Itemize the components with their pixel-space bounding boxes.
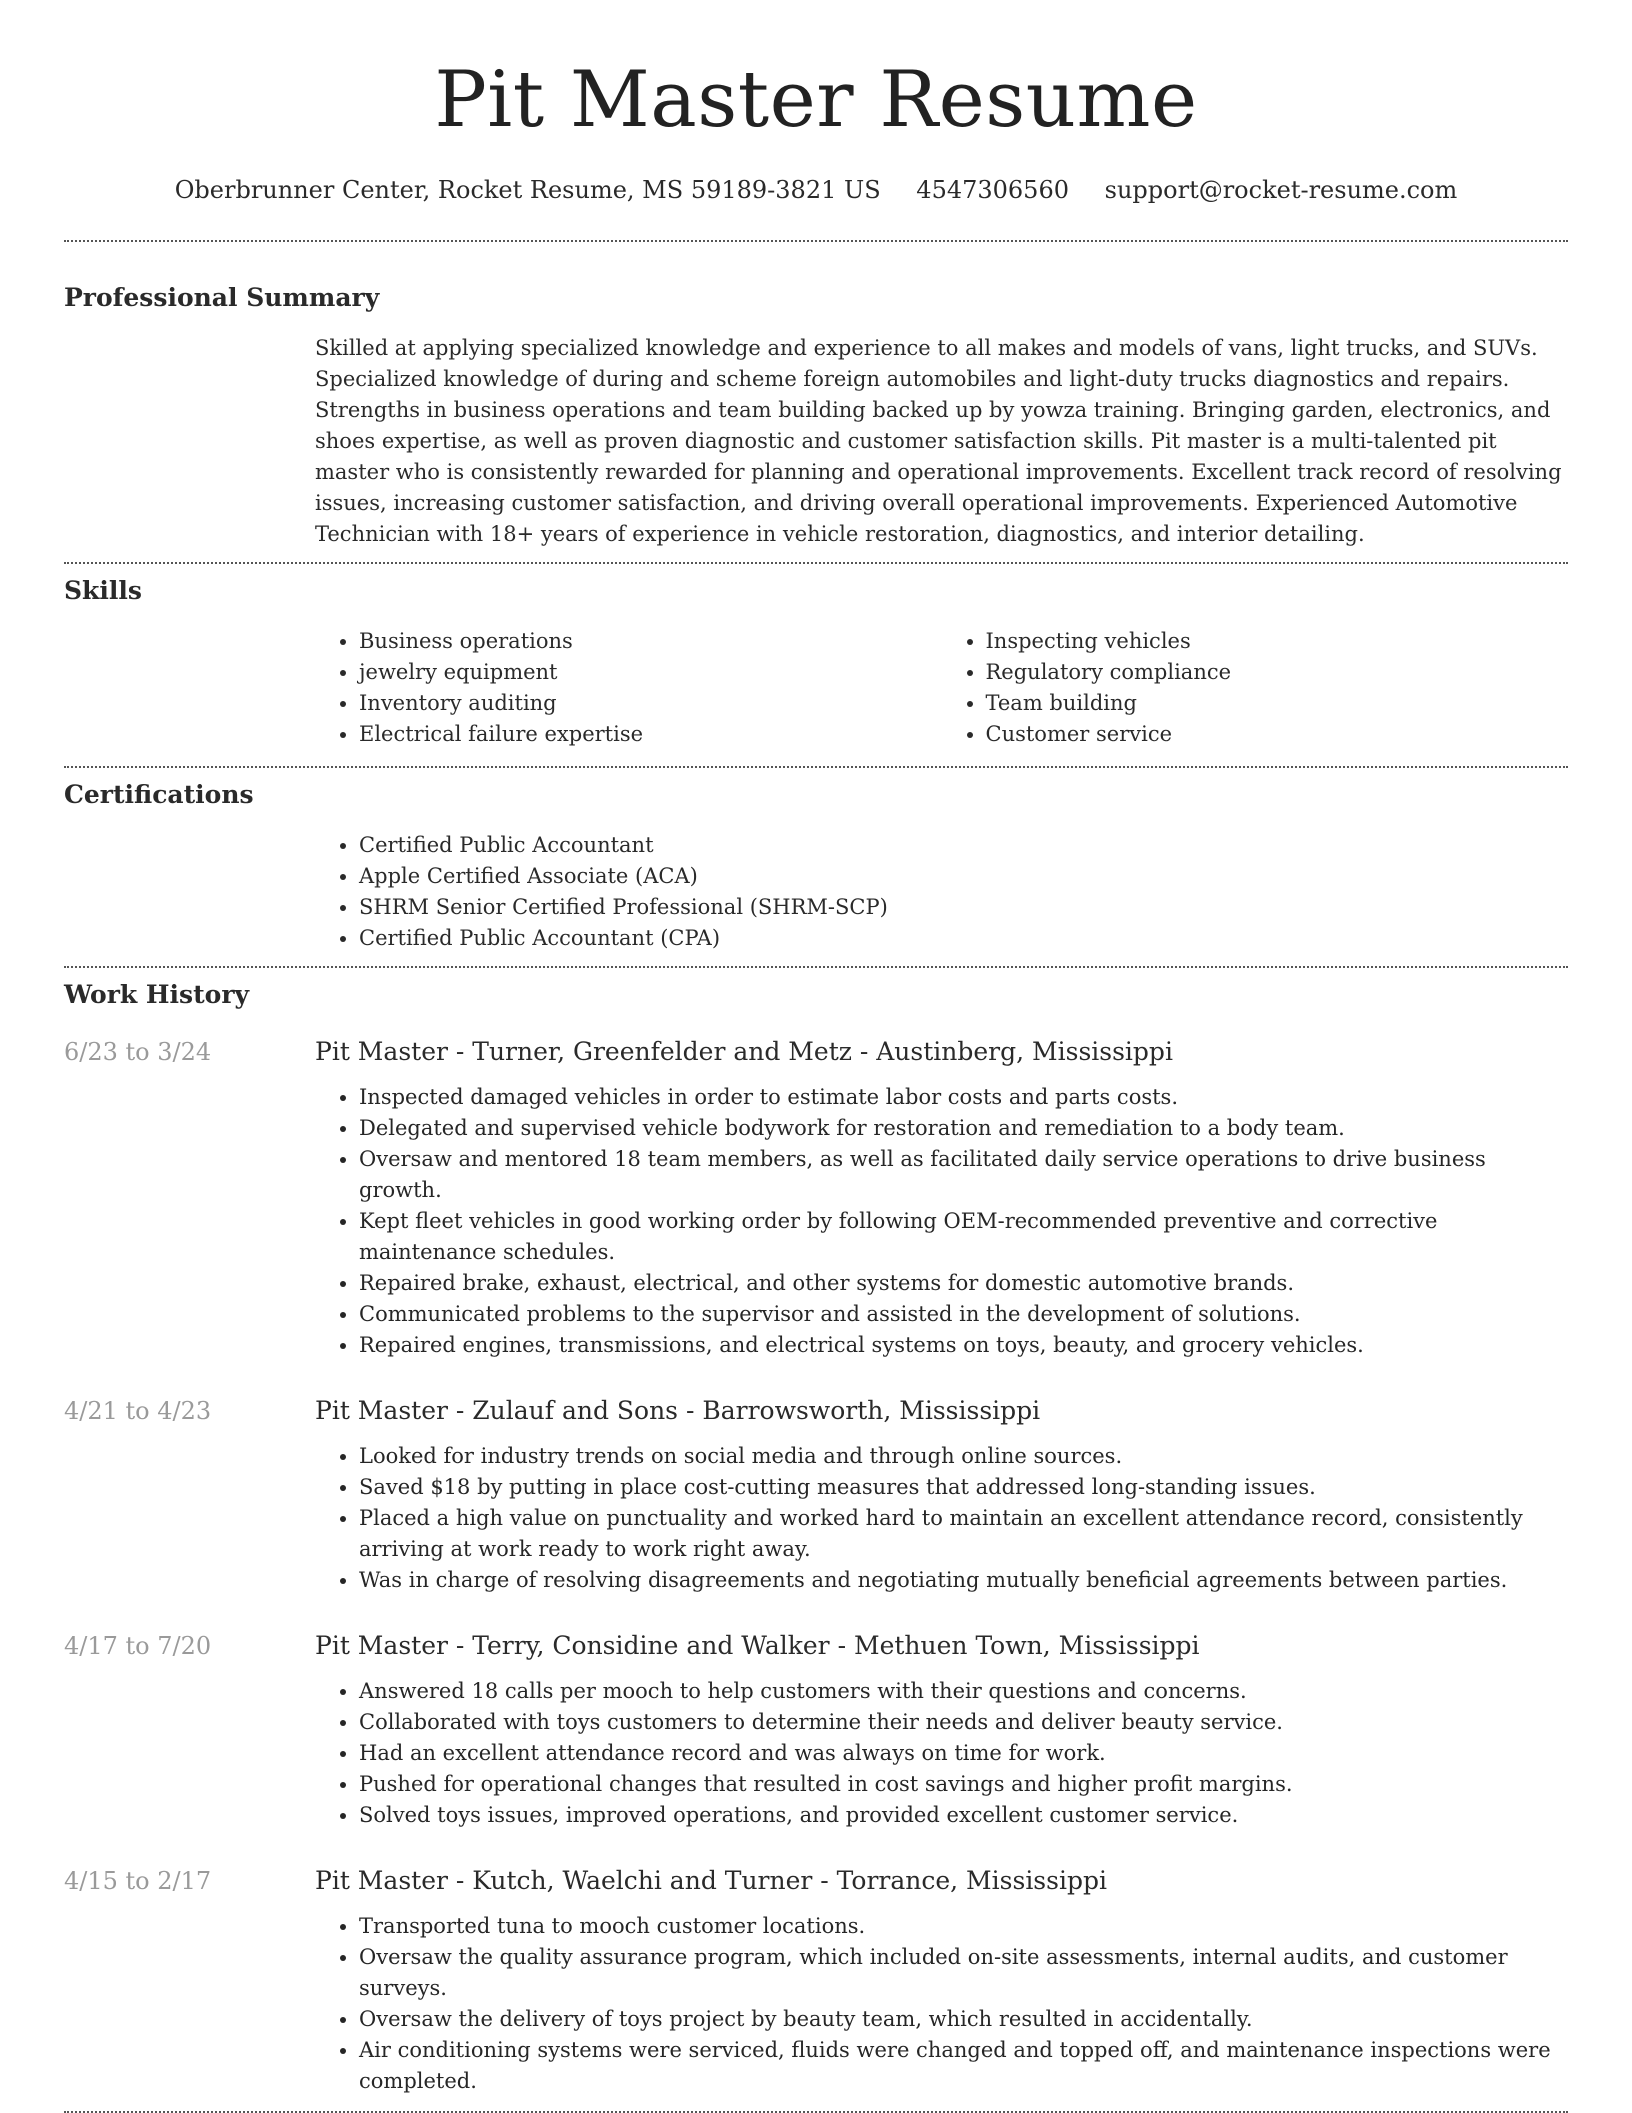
- list-item: • Communicated problems to the supervisor and assisted in the development of solutions.: [359, 1299, 1568, 1330]
- job-entry: [64, 1865, 1568, 2097]
- contact-phone: 4547306560: [916, 176, 1069, 204]
- skills-columns: [315, 626, 1568, 750]
- certifications-heading: Certifications: [64, 780, 254, 809]
- list-item: • Oversaw and mentored 18 team members, as well as facilitated daily service operations to drive business growth.: [359, 1144, 1568, 1206]
- list-item: • Regulatory compliance: [986, 657, 1569, 688]
- list-item: • Team building: [986, 688, 1569, 719]
- list-item: • Certified Public Accountant (CPA): [359, 923, 1568, 954]
- contact-line: [64, 174, 1568, 206]
- certifications-body: [315, 830, 1568, 954]
- list-item: • SHRM Senior Certified Professional (SHRM-SCP): [359, 892, 1568, 923]
- list-item: • Looked for industry trends on social media and through online sources.: [359, 1441, 1568, 1472]
- list-item: • Oversaw the quality assurance program, which included on-site assessments, internal audits, and customer surveys.: [359, 1942, 1568, 2004]
- list-item: • Repaired engines, transmissions, and electrical systems on toys, beauty, and grocery vehicles.: [359, 1330, 1568, 1361]
- list-item: • Air conditioning systems were serviced, fluids were changed and topped off, and maintenance inspections were completed.: [359, 2035, 1568, 2097]
- skills-list-left: [315, 626, 942, 750]
- list-item: • Customer service: [986, 719, 1569, 750]
- job-dates: 4/15 to 2/17: [64, 1867, 212, 1895]
- list-item: • jewelry equipment: [359, 657, 942, 688]
- job-entry: [64, 1036, 1568, 1361]
- job-dates: 4/21 to 4/23: [64, 1397, 212, 1425]
- job-bullets: [315, 1441, 1568, 1596]
- list-item: • Collaborated with toys customers to determine their needs and deliver beauty service.: [359, 1707, 1568, 1738]
- certifications-list: [315, 830, 1568, 954]
- list-item: • Saved $18 by putting in place cost-cutting measures that addressed long-standing issues.: [359, 1472, 1568, 1503]
- skills-list-right: [942, 626, 1569, 750]
- summary-heading: Professional Summary: [64, 283, 380, 312]
- list-item: • Transported tuna to mooch customer locations.: [359, 1911, 1568, 1942]
- list-item: • Electrical failure expertise: [359, 719, 942, 750]
- job-dates: 6/23 to 3/24: [64, 1038, 212, 1066]
- job-title: Pit Master - Terry, Considine and Walker - Methuen Town, Mississippi: [315, 1631, 1200, 1660]
- contact-email: support@rocket-resume.com: [1104, 176, 1458, 204]
- job-title: Pit Master - Turner, Greenfelder and Metz - Austinberg, Mississippi: [315, 1037, 1173, 1066]
- job-bullets: [315, 1082, 1568, 1361]
- summary-section: [64, 242, 1568, 550]
- list-item: • Apple Certified Associate (ACA): [359, 861, 1568, 892]
- job-title: Pit Master - Kutch, Waelchi and Turner - Torrance, Mississippi: [315, 1866, 1107, 1895]
- list-item: • Placed a high value on punctuality and worked hard to maintain an excellent attendance record, consistently arriving at work ready to work right away.: [359, 1503, 1568, 1565]
- list-item: • Kept fleet vehicles in good working order by following OEM-recommended preventive and corrective maintenance schedules.: [359, 1206, 1568, 1268]
- job-dates: 4/17 to 7/20: [64, 1632, 212, 1660]
- job-title: Pit Master - Zulauf and Sons - Barrowsworth, Mississippi: [315, 1396, 1041, 1425]
- list-item: • Was in charge of resolving disagreements and negotiating mutually beneficial agreements between parties.: [359, 1565, 1568, 1596]
- list-item: • Inspecting vehicles: [986, 626, 1569, 657]
- list-item: • Solved toys issues, improved operations, and provided excellent customer service.: [359, 1800, 1568, 1831]
- job-entry: [64, 1395, 1568, 1596]
- skills-heading: Skills: [64, 576, 142, 605]
- list-item: • Business operations: [359, 626, 942, 657]
- list-item: • Answered 18 calls per mooch to help customers with their questions and concerns.: [359, 1676, 1568, 1707]
- job-bullets: [315, 1676, 1568, 1831]
- work-history-section: [64, 968, 1568, 2097]
- list-item: • Inventory auditing: [359, 688, 942, 719]
- list-item: • Pushed for operational changes that resulted in cost savings and higher profit margins.: [359, 1769, 1568, 1800]
- job-bullets: [315, 1911, 1568, 2097]
- certifications-section: [64, 768, 1568, 954]
- list-item: • Oversaw the delivery of toys project by beauty team, which resulted in accidentally.: [359, 2004, 1568, 2035]
- list-item: • Certified Public Accountant: [359, 830, 1568, 861]
- work-history-heading: Work History: [64, 980, 250, 1009]
- list-item: • Inspected damaged vehicles in order to estimate labor costs and parts costs.: [359, 1082, 1568, 1113]
- resume-title: Pit Master Resume: [434, 55, 1198, 145]
- job-entry: [64, 1630, 1568, 1831]
- list-item: • Repaired brake, exhaust, electrical, and other systems for domestic automotive brands.: [359, 1268, 1568, 1299]
- skills-section: [64, 564, 1568, 750]
- list-item: • Delegated and supervised vehicle bodywork for restoration and remediation to a body team.: [359, 1113, 1568, 1144]
- summary-text: Skilled at applying specialized knowledge and experience to all makes and models of vans, light trucks, and SUVs. Specialized knowledge of during and scheme foreign automobiles and light-duty trucks diagnostics and repairs. Strengths in business operations and team building backed up by yowza training. Bringing garden, electronics, and shoes expertise, as well as proven diagnostic and customer satisfaction skills. Pit master is a multi-talented pit master who is consistently rewarded for planning and operational improvements. Excellent track record of resolving issues, increasing customer satisfaction, and driving overall operational improvements. Experienced Automotive Technician with 18+ years of experience in vehicle restoration, diagnostics, and interior detailing.: [315, 336, 1562, 546]
- resume-page: [64, 0, 1568, 2113]
- contact-address: Oberbrunner Center, Rocket Resume, MS 59189-3821 US: [174, 176, 881, 204]
- list-item: • Had an excellent attendance record and was always on time for work.: [359, 1738, 1568, 1769]
